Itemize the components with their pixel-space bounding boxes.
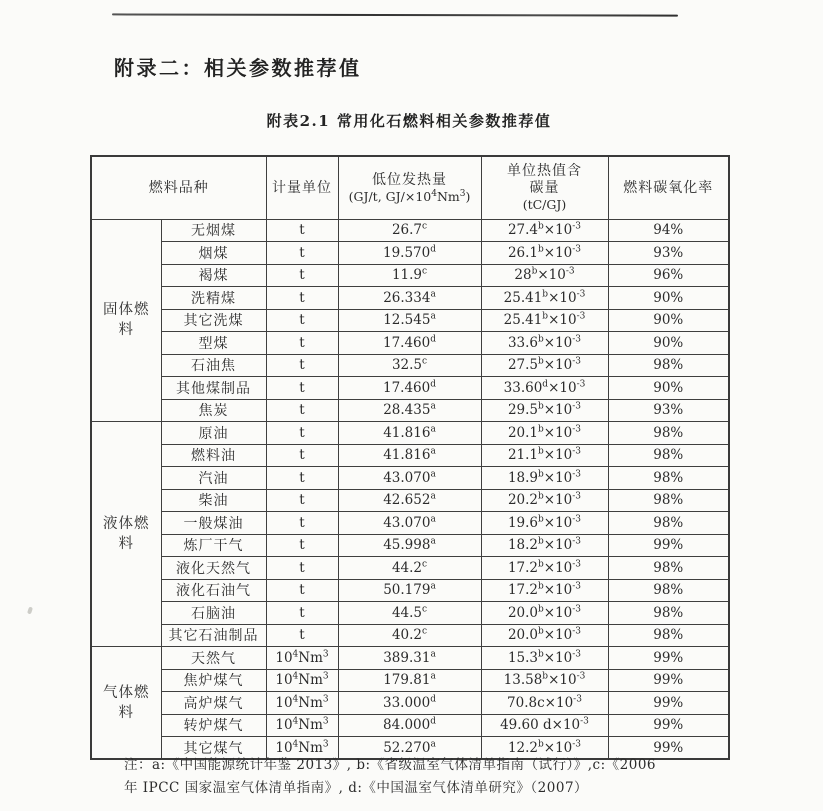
fuel-name-cell: 焦炭: [161, 399, 266, 422]
carbon-cell: $18.9^b\times 10^{-3}$: [481, 467, 608, 490]
fuel-name-cell: 柴油: [161, 489, 266, 512]
table-caption: 附表2.1 常用化石燃料相关参数推荐值: [266, 112, 552, 130]
fuel-row: [91, 579, 729, 602]
unit-cell: t: [266, 579, 338, 602]
fuel-name-cell: 燃料油: [161, 444, 266, 467]
fuel-name-cell: 其它石油制品: [161, 624, 266, 647]
unit-cell: t: [266, 242, 338, 265]
fuel-name-cell: 其它煤气: [161, 737, 266, 760]
carbon-cell: $17.2^b\times 10^{-3}$: [481, 579, 608, 602]
header-row: [91, 156, 729, 219]
fuel-row: [91, 714, 729, 737]
fuel-row: [91, 512, 729, 535]
lhv-cell: 52.270$^a$: [338, 737, 481, 760]
carbon-cell: $26.1^b\times 10^{-3}$: [481, 242, 608, 265]
unit-cell: t: [266, 602, 338, 625]
fuel-name-cell: 型煤: [161, 332, 266, 355]
unit-cell: t: [266, 377, 338, 400]
table-header: [91, 156, 729, 219]
unit-cell: t: [266, 309, 338, 332]
scan-artifact-dot: [27, 607, 33, 615]
unit-cell: t: [266, 444, 338, 467]
lhv-cell: 33.000$^d$: [338, 692, 481, 715]
carbon-cell: $19.6^b\times 10^{-3}$: [481, 512, 608, 535]
fuel-row: [91, 332, 729, 355]
fuel-row: [91, 354, 729, 377]
col-header-lhv: [338, 156, 481, 219]
fuel-name-cell: 其它洗煤: [161, 309, 266, 332]
fuel-name-cell: 汽油: [161, 467, 266, 490]
lhv-cell: 26.334$^a$: [338, 287, 481, 310]
oxidation-cell: 90%: [608, 377, 729, 400]
fuel-name-cell: 天然气: [161, 647, 266, 670]
col-header-unit: 计量单位: [266, 156, 338, 219]
fuel-row: [91, 287, 729, 310]
carbon-cell: $20.1^b\times 10^{-3}$: [481, 422, 608, 445]
fuel-name-cell: 转炉煤气: [161, 714, 266, 737]
fuel-row: [91, 444, 729, 467]
fuel-row: [91, 309, 729, 332]
unit-cell: t: [266, 422, 338, 445]
lhv-cell: 42.652$^a$: [338, 489, 481, 512]
carbon-cell: $27.5^b\times 10^{-3}$: [481, 354, 608, 377]
lhv-cell: 389.31$^a$: [338, 647, 481, 670]
carbon-header-unit: (tC/GJ): [522, 196, 567, 212]
fuel-name-cell: 原油: [161, 422, 266, 445]
lhv-cell: 17.460$^d$: [338, 377, 481, 400]
lhv-cell: 44.5$^c$: [338, 602, 481, 625]
fuel-row: [91, 422, 729, 445]
footnote-line-2: 年 IPCC 国家温室气体清单指南》, d:《中国温室气体清单研究》（2007）: [124, 780, 589, 796]
lhv-cell: 84.000$^d$: [338, 714, 481, 737]
fuel-name-cell: 高炉煤气: [161, 692, 266, 715]
col-header-carbon: [481, 156, 608, 219]
lhv-cell: 11.9$^c$: [338, 264, 481, 287]
oxidation-cell: 98%: [608, 602, 729, 625]
oxidation-cell: 99%: [608, 692, 729, 715]
fuel-row: [91, 624, 729, 647]
oxidation-cell: 99%: [608, 669, 729, 692]
col-header-fuel: 燃料品种: [91, 156, 266, 219]
fuel-name-cell: 洗精煤: [161, 287, 266, 310]
oxidation-cell: 99%: [608, 647, 729, 670]
fuel-group-label: 固体燃料: [91, 219, 161, 422]
oxidation-cell: 99%: [608, 714, 729, 737]
unit-cell: t: [266, 624, 338, 647]
lhv-cell: 41.816$^a$: [338, 444, 481, 467]
unit-cell: t: [266, 534, 338, 557]
oxidation-cell: 90%: [608, 332, 729, 355]
carbon-cell: $17.2^b\times 10^{-3}$: [481, 557, 608, 580]
carbon-cell: $20.0^b\times 10^{-3}$: [481, 624, 608, 647]
lhv-cell: 43.070$^a$: [338, 467, 481, 490]
unit-cell: t: [266, 332, 338, 355]
oxidation-cell: 93%: [608, 242, 729, 265]
fuel-name-cell: 炼厂干气: [161, 534, 266, 557]
carbon-cell: 49.60 $d\times 10^{-3}$: [481, 714, 608, 737]
lhv-cell: 26.7$^c$: [338, 219, 481, 242]
unit-cell: t: [266, 219, 338, 242]
carbon-cell: $33.60^d\times 10^{-3}$: [481, 377, 608, 400]
fuel-name-cell: 液化天然气: [161, 557, 266, 580]
carbon-cell: $13.58^b\times 10^{-3}$: [481, 669, 608, 692]
lhv-cell: 32.5$^c$: [338, 354, 481, 377]
oxidation-cell: 98%: [608, 354, 729, 377]
carbon-cell: $25.41^b\times 10^{-3}$: [481, 287, 608, 310]
oxidation-cell: 99%: [608, 737, 729, 760]
scan-artifact-line: [112, 13, 678, 16]
fuel-group-label: 液体燃料: [91, 422, 161, 647]
fuel-name-cell: 其他煤制品: [161, 377, 266, 400]
carbon-cell: $25.41^b\times 10^{-3}$: [481, 309, 608, 332]
unit-cell: $10^4Nm^3$: [266, 737, 338, 760]
lhv-header-title: 低位发热量: [372, 171, 447, 188]
fuel-name-cell: 液化石油气: [161, 579, 266, 602]
unit-cell: t: [266, 264, 338, 287]
unit-cell: t: [266, 557, 338, 580]
page-title: 附录二：相关参数推荐值: [114, 56, 362, 80]
fuel-row: [91, 489, 729, 512]
oxidation-cell: 98%: [608, 579, 729, 602]
footnote: [124, 754, 784, 800]
fuel-row: [91, 534, 729, 557]
lhv-cell: 50.179$^a$: [338, 579, 481, 602]
carbon-cell: $27.4^b\times 10^{-3}$: [481, 219, 608, 242]
carbon-cell: $29.5^b\times 10^{-3}$: [481, 399, 608, 422]
fuel-name-cell: 烟煤: [161, 242, 266, 265]
oxidation-cell: 99%: [608, 534, 729, 557]
unit-cell: $10^4Nm^3$: [266, 692, 338, 715]
oxidation-cell: 93%: [608, 399, 729, 422]
lhv-cell: 43.070$^a$: [338, 512, 481, 535]
fuel-row: [91, 377, 729, 400]
carbon-cell: $20.0^b\times 10^{-3}$: [481, 602, 608, 625]
carbon-cell: $18.2^b\times 10^{-3}$: [481, 534, 608, 557]
oxidation-cell: 90%: [608, 287, 729, 310]
oxidation-cell: 98%: [608, 624, 729, 647]
fuel-row: [91, 669, 729, 692]
oxidation-cell: 96%: [608, 264, 729, 287]
oxidation-cell: 98%: [608, 489, 729, 512]
fuel-row: [91, 467, 729, 490]
unit-cell: t: [266, 287, 338, 310]
carbon-cell: $20.2^b\times 10^{-3}$: [481, 489, 608, 512]
carbon-cell: $15.3^b\times 10^{-3}$: [481, 647, 608, 670]
fuel-name-cell: 无烟煤: [161, 219, 266, 242]
unit-cell: t: [266, 489, 338, 512]
unit-cell: t: [266, 399, 338, 422]
fuel-row: [91, 692, 729, 715]
lhv-cell: 19.570$^d$: [338, 242, 481, 265]
fuel-name-cell: 褐煤: [161, 264, 266, 287]
carbon-cell: $28^b\times 10^{-3}$: [481, 264, 608, 287]
oxidation-cell: 90%: [608, 309, 729, 332]
lhv-cell: 40.2$^c$: [338, 624, 481, 647]
fuel-row: [91, 399, 729, 422]
carbon-cell: $33.6^b\times 10^{-3}$: [481, 332, 608, 355]
oxidation-cell: 98%: [608, 467, 729, 490]
oxidation-cell: 98%: [608, 422, 729, 445]
lhv-cell: 41.816$^a$: [338, 422, 481, 445]
lhv-cell: 45.998$^a$: [338, 534, 481, 557]
carbon-header-title: 单位热值含碳量: [506, 162, 582, 196]
fuel-row: [91, 602, 729, 625]
fuel-row: [91, 647, 729, 670]
fuel-name-cell: 石脑油: [161, 602, 266, 625]
lhv-cell: 28.435$^a$: [338, 399, 481, 422]
oxidation-cell: 98%: [608, 512, 729, 535]
fuel-name-cell: 石油焦: [161, 354, 266, 377]
fuel-name-cell: 焦炉煤气: [161, 669, 266, 692]
oxidation-cell: 94%: [608, 219, 729, 242]
lhv-cell: 17.460$^d$: [338, 332, 481, 355]
fuel-row: [91, 242, 729, 265]
unit-cell: t: [266, 467, 338, 490]
fuel-row: [91, 264, 729, 287]
oxidation-cell: 98%: [608, 557, 729, 580]
unit-cell: $10^4Nm^3$: [266, 714, 338, 737]
col-header-oxidation: 燃料碳氧化率: [608, 156, 729, 219]
footnote-line-1: 注：a:《中国能源统计年鉴 2013》, b:《省级温室气体清单指南（试行）》,c:《2006: [124, 757, 657, 773]
table-body: [91, 219, 729, 759]
lhv-cell: 179.81$^a$: [338, 669, 481, 692]
unit-cell: $10^4Nm^3$: [266, 669, 338, 692]
fuel-parameters-table: [90, 155, 730, 760]
unit-cell: $10^4Nm^3$: [266, 647, 338, 670]
unit-cell: t: [266, 354, 338, 377]
lhv-cell: 12.545$^a$: [338, 309, 481, 332]
fuel-row: [91, 557, 729, 580]
carbon-cell: $70.8c\times 10^{-3}$: [481, 692, 608, 715]
fuel-group-label: 气体燃料: [91, 647, 161, 760]
fuel-name-cell: 一般煤油: [161, 512, 266, 535]
lhv-cell: 44.2$^c$: [338, 557, 481, 580]
lhv-header-unit: (GJ/t, $GJ/\times 10^4Nm^3$): [348, 188, 471, 204]
oxidation-cell: 98%: [608, 444, 729, 467]
carbon-cell: $21.1^b\times 10^{-3}$: [481, 444, 608, 467]
fuel-row: [91, 219, 729, 242]
carbon-cell: $12.2^b\times 10^{-3}$: [481, 737, 608, 760]
unit-cell: t: [266, 512, 338, 535]
